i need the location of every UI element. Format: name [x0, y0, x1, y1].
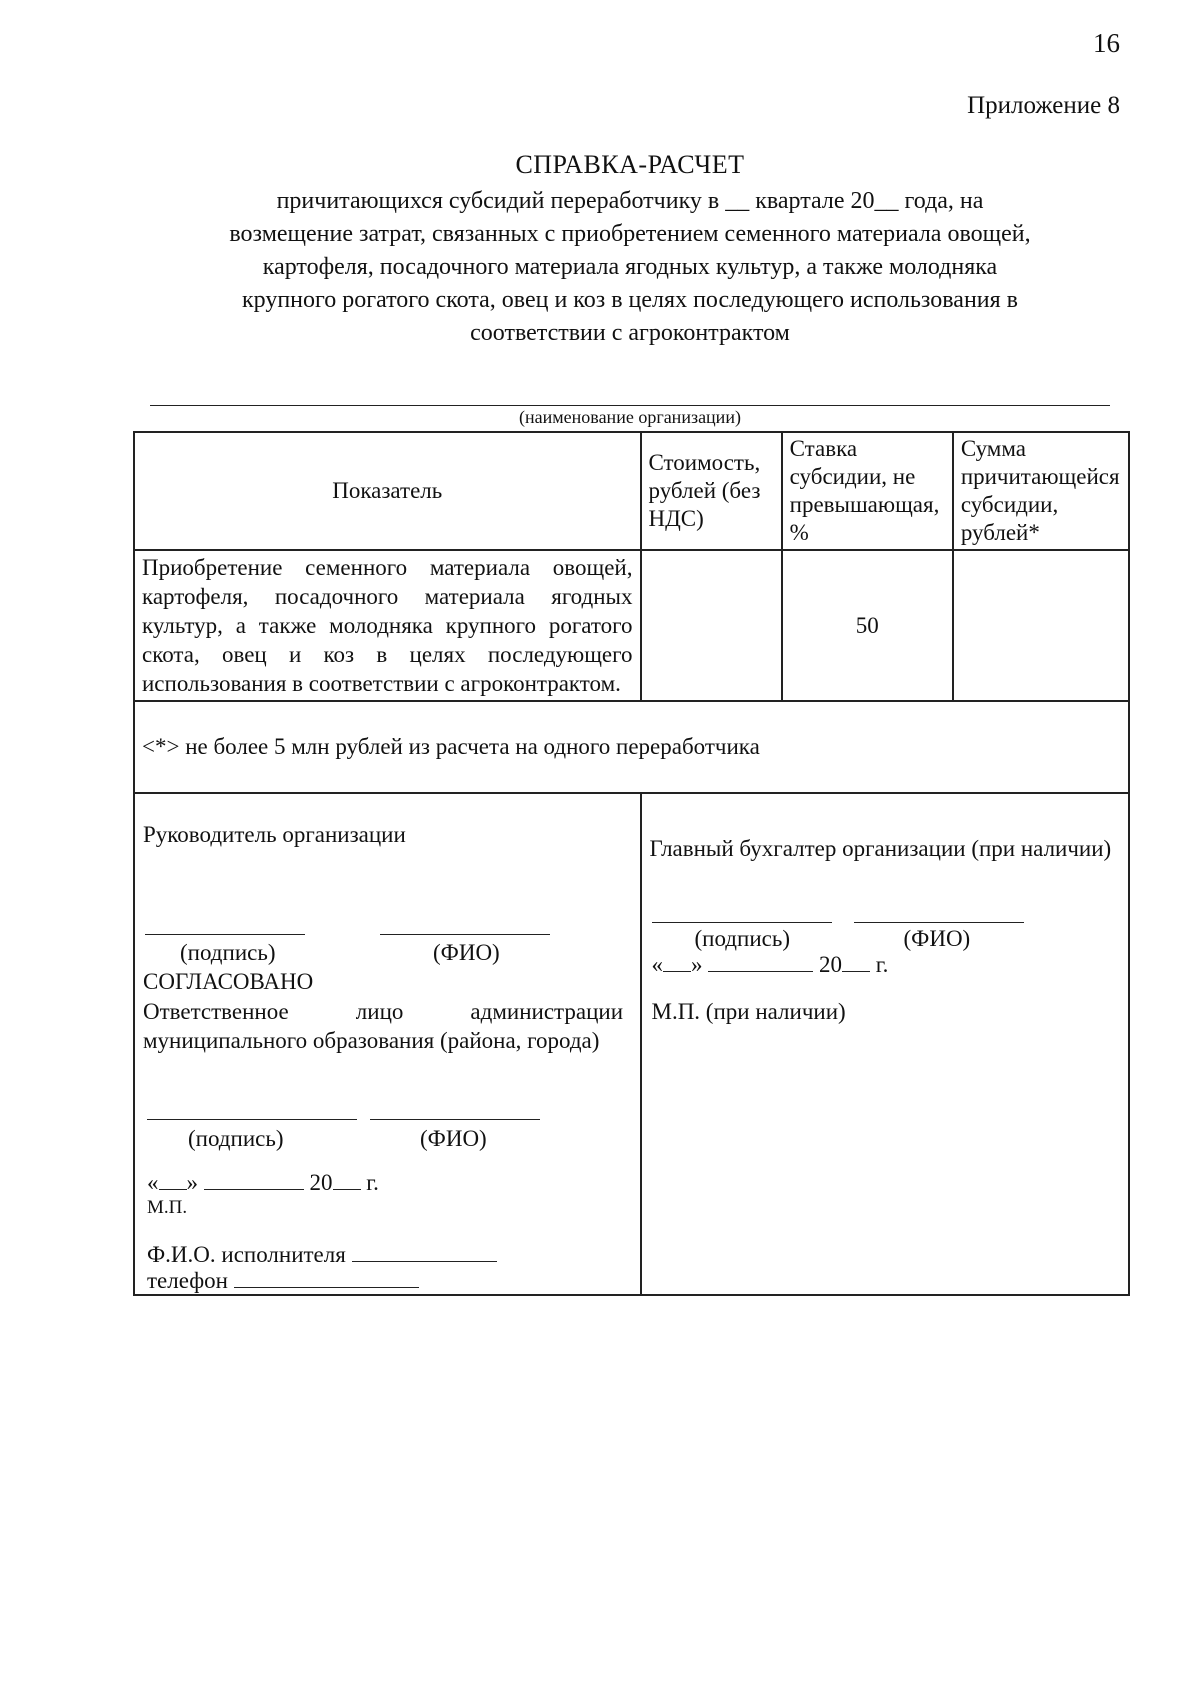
date-quote-close: » — [691, 952, 703, 977]
executor-line[interactable] — [147, 1241, 497, 1268]
responsible-signature-line[interactable] — [147, 1099, 357, 1120]
header-indicator: Показатель — [134, 432, 641, 550]
subsidy-table — [133, 431, 1130, 1296]
phone-line[interactable] — [147, 1267, 419, 1294]
signature-row — [134, 793, 1129, 1295]
date-quote-close: » — [186, 1170, 198, 1195]
table-footnote: <*> не более 5 млн рублей из расчета на одного переработчика — [134, 701, 1129, 793]
year-prefix: 20 — [309, 1170, 333, 1195]
document-title: СПРАВКА-РАСЧЕТ — [515, 150, 745, 179]
organization-name-line[interactable] — [150, 405, 1110, 406]
month-blank — [708, 955, 813, 972]
responsible-label: Ответственное лицо администрации муниципального образования (района, города) — [143, 999, 623, 1053]
table-row — [134, 550, 1129, 701]
head-fio-line[interactable] — [380, 914, 550, 935]
head-fio-caption: (ФИО) — [433, 940, 500, 965]
accountant-sign-caption: (подпись) — [694, 926, 790, 951]
month-blank — [204, 1173, 304, 1190]
signature-left-block — [134, 793, 641, 1295]
year-suffix: г. — [366, 1170, 379, 1195]
header-rate: Ставка субсидии, не превышающая, % — [782, 432, 953, 550]
row-cost-cell[interactable] — [641, 550, 782, 701]
responsible-fio-line[interactable] — [370, 1099, 540, 1120]
date-line-left[interactable] — [147, 1170, 379, 1196]
date-line-right[interactable] — [652, 952, 889, 978]
responsible-sign-caption: (подпись) — [188, 1126, 284, 1151]
organization-name-caption: (наименование организации) — [519, 407, 741, 427]
subtitle-line: причитающихся субсидий переработчику в __ квартале 20__ года, на — [276, 188, 984, 214]
subtitle-line: соответствии с агроконтрактом — [470, 320, 790, 346]
row-rate-cell: 50 — [782, 550, 953, 701]
executor-label: Ф.И.О. исполнителя — [147, 1242, 346, 1267]
row-indicator: Приобретение семенного материала овощей, картофеля, посадочного материала ягодных культур, а также молодняка крупного рогатого скота, овец и коз в целях последующего использования в соответствии с агроконтрактом. — [134, 550, 641, 701]
page-number: 16 — [1093, 28, 1120, 58]
document-subtitle — [130, 185, 1130, 350]
subtitle-line: крупного рогатого скота, овец и коз в целях последующего использования в — [241, 287, 1018, 313]
accountant-fio-line[interactable] — [854, 902, 1024, 923]
row-sum-cell[interactable] — [953, 550, 1129, 701]
agreed-label: СОГЛАСОВАНО — [143, 969, 314, 994]
stamp-label: М.П. — [147, 1197, 188, 1218]
year-blank — [333, 1173, 361, 1190]
day-blank — [159, 1173, 187, 1190]
year-prefix: 20 — [819, 952, 842, 977]
year-blank — [842, 955, 870, 972]
subtitle-line: картофеля, посадочного материала ягодных культур, а также молодняка — [262, 254, 998, 280]
date-quote-open: « — [147, 1170, 159, 1195]
table-header-row — [134, 432, 1129, 550]
head-sign-caption: (подпись) — [180, 940, 276, 965]
phone-blank — [234, 1267, 419, 1288]
accountant-label: Главный бухгалтер организации (при наличии) — [649, 836, 1112, 861]
head-signature-line[interactable] — [145, 914, 305, 935]
head-label: Руководитель организации — [143, 822, 406, 847]
accountant-fio-caption: (ФИО) — [903, 926, 971, 951]
signature-right-block — [641, 793, 1130, 1295]
date-quote-open: « — [651, 952, 663, 977]
day-blank — [663, 955, 691, 972]
year-suffix: г. — [875, 952, 889, 977]
executor-blank — [352, 1241, 497, 1262]
appendix-label: Приложение 8 — [967, 92, 1120, 119]
header-cost: Стоимость, рублей (без НДС) — [641, 432, 782, 550]
stamp-optional-label: М.П. (при наличии) — [651, 999, 846, 1024]
accountant-signature-line[interactable] — [652, 902, 832, 923]
table-note-row — [134, 701, 1129, 793]
subtitle-line: возмещение затрат, связанных с приобретением семенного материала овощей, — [229, 221, 1031, 247]
phone-label: телефон — [147, 1268, 228, 1293]
header-sum: Сумма причитающейся субсидии, рублей* — [953, 432, 1129, 550]
responsible-fio-caption: (ФИО) — [420, 1126, 487, 1151]
